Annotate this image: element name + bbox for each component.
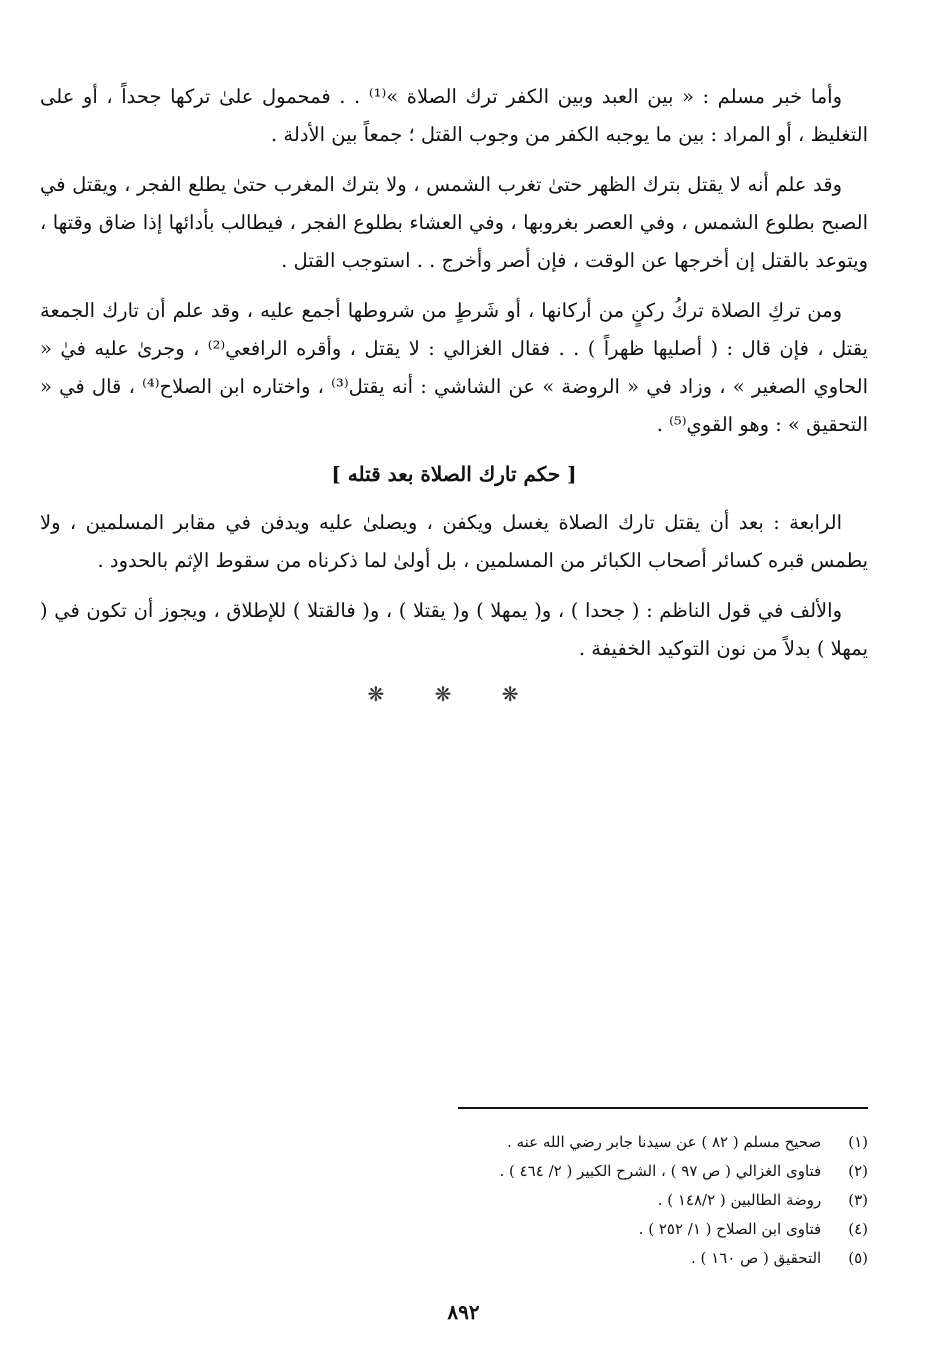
footnote-number: (٥) bbox=[848, 1249, 868, 1267]
footnote-number: (٢) bbox=[848, 1162, 868, 1180]
footnote-text: صحيح مسلم ( ٨٢ ) عن سيدنا جابر رضي الله عنه . bbox=[507, 1133, 822, 1151]
paragraph: وقد علم أنه لا يقتل بترك الظهر حتىٰ تغرب الشمس ، ولا بترك المغرب حتىٰ يطلع الفجر ، ويقتل في الصبح بطلوع الشمس ، وفي العصر بغروبها ، وفي العشاء بطلوع الفجر ، فيطالب بأدائها إذا ضاق وقتها ، ويتوعد بالقتل إن أخرجها عن الوقت ، فإن أصر وأخرج . . استوجب القتل . bbox=[40, 173, 868, 272]
footnote-text: روضة الطالبين ( ١٤٨/٢ ) . bbox=[657, 1191, 822, 1209]
footnote-number: (١) bbox=[848, 1133, 868, 1151]
footnotes bbox=[300, 1128, 868, 1273]
footnote-number: (٤) bbox=[848, 1220, 868, 1238]
footnote-text: التحقيق ( ص ١٦٠ ) . bbox=[691, 1249, 822, 1267]
page-number: ٨٩٢ bbox=[447, 1300, 480, 1324]
paragraph: وأما خبر مسلم : « بين العبد وبين الكفر ترك الصلاة »⁽¹⁾ . . فمحمول علىٰ تركها جحداً ، أو على التغليظ ، أو المراد : بين ما يوجبه الكفر من وجوب القتل ؛ جمعاً بين الأدلة . bbox=[40, 85, 868, 146]
footnote-item bbox=[300, 1157, 868, 1186]
footnote-item bbox=[300, 1128, 868, 1157]
section-heading: [ حكم تارك الصلاة بعد قتله ] bbox=[331, 462, 577, 486]
footnote-rule bbox=[458, 1107, 868, 1109]
section-divider-stars: ❋ ❋ ❋ bbox=[367, 682, 541, 706]
main-text bbox=[40, 78, 868, 706]
footnote-item bbox=[300, 1186, 868, 1215]
footnote-item bbox=[300, 1244, 868, 1273]
footnote-text: فتاوى الغزالي ( ص ٩٧ ) ، الشرح الكبير ( ٢/ ٤٦٤ ) . bbox=[499, 1162, 822, 1180]
paragraph: ومن تركِ الصلاة تركُ ركنٍ من أركانها ، أو شَرطٍ من شروطها أجمع عليه ، وقد علم أن تارك الجمعة يقتل ، فإن قال : ( أصليها ظهراً ) . . فقال الغزالي : لا يقتل ، وأقره الرافعي⁽²⁾ ، وجرىٰ عليه فيٰ « الحاوي الصغير » ، وزاد في « الروضة » عن الشاشي : أنه يقتل⁽³⁾ ، واختاره ابن الصلاح⁽⁴⁾ ، قال في « التحقيق » : وهو القوي⁽⁵⁾ . bbox=[40, 299, 868, 436]
paragraph: الرابعة : بعد أن يقتل تارك الصلاة يغسل ويكفن ، ويصلىٰ عليه ويدفن في مقابر المسلمين ، ولا يطمس قبره كسائر أصحاب الكبائر من المسلمين ، بل أولىٰ لما ذكرناه من سقوط الإثم بالحدود . bbox=[40, 511, 868, 572]
footnote-number: (٣) bbox=[848, 1191, 868, 1209]
paragraph: والألف في قول الناظم : ( جحدا ) ، و( يمهلا ) و( يقتلا ) ، و( فالقتلا ) للإطلاق ، ويجوز أن تكون في ( يمهلا ) بدلاً من نون التوكيد الخفيفة . bbox=[40, 599, 868, 660]
footnote-item bbox=[300, 1215, 868, 1244]
footnote-text: فتاوى ابن الصلاح ( ١/ ٢٥٢ ) . bbox=[638, 1220, 822, 1238]
